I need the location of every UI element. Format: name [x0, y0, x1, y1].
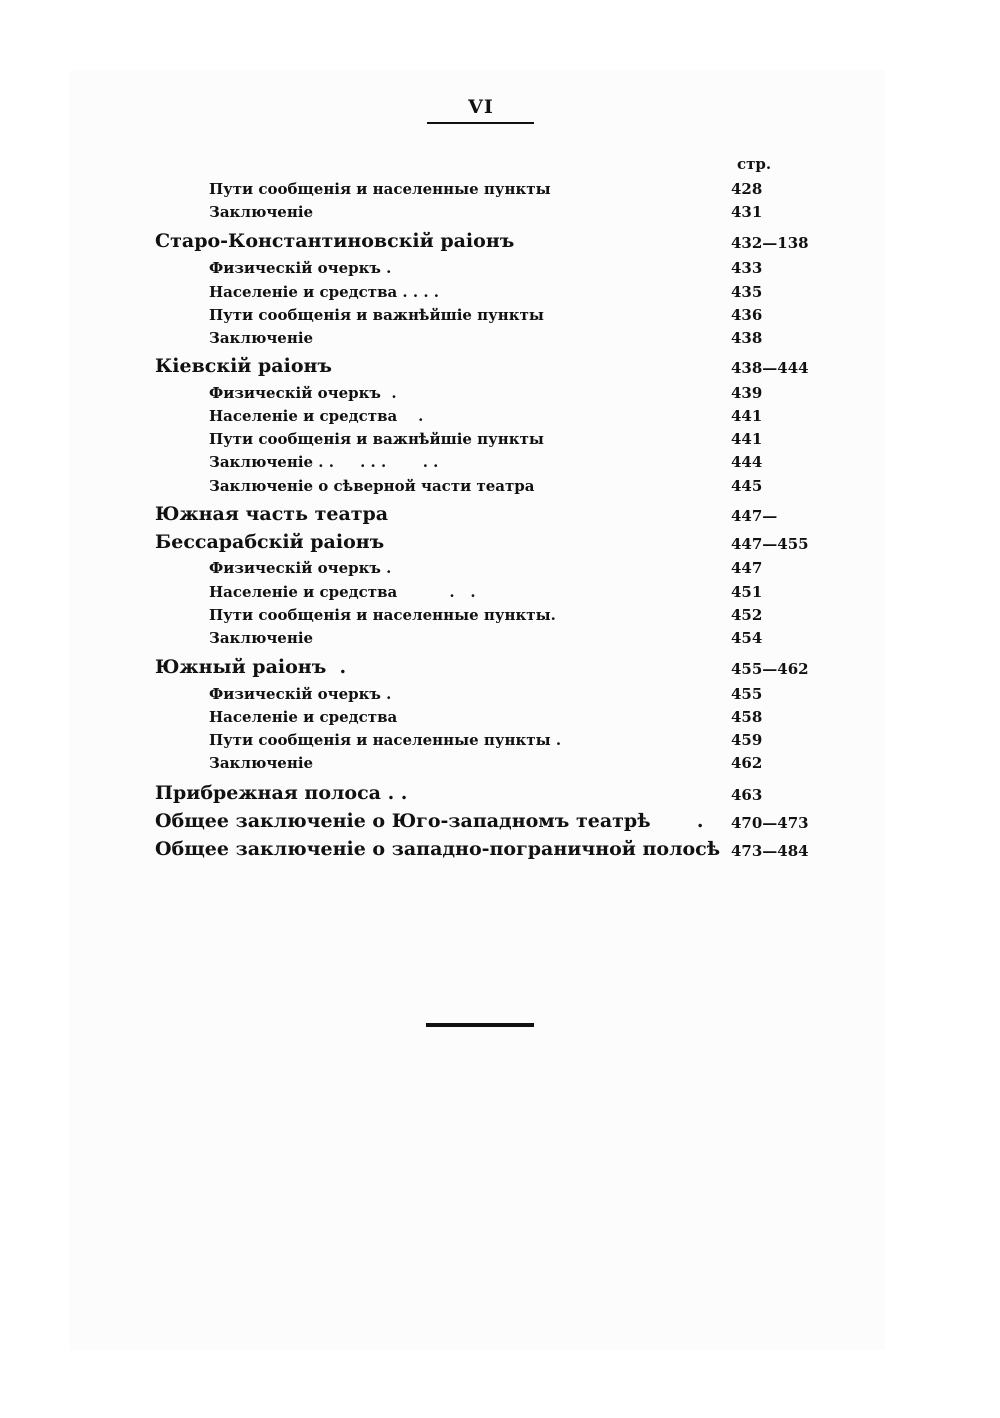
toc-entry-title: Пути сообщенія и населенные пункты	[209, 180, 551, 198]
toc-entry-pages: 444	[731, 453, 763, 471]
pages-column-header: стр.	[737, 155, 772, 173]
toc-section-title: Общее заключеніе о Юго-западномъ театрѣ .	[155, 810, 704, 832]
toc-section	[0, 838, 1000, 862]
toc-entry-title: Заключеніе	[209, 203, 314, 221]
toc-entry-pages: 433	[731, 259, 763, 277]
toc-section-pages: 447—	[731, 507, 778, 525]
toc-entry-pages: 441	[731, 430, 763, 448]
toc-entry	[0, 581, 1000, 605]
toc-entry-pages: 452	[731, 606, 763, 624]
toc-entry-pages: 428	[731, 180, 763, 198]
toc-entry	[0, 752, 1000, 776]
toc-entry	[0, 557, 1000, 581]
toc-entry-title: Пути сообщенія и населенные пункты .	[209, 731, 562, 749]
toc-section	[0, 230, 1000, 254]
toc-section-title: Бессарабскій раіонъ	[155, 531, 385, 553]
toc-entry-title: Заключеніе	[209, 329, 314, 347]
toc-section-pages: 473—484	[731, 842, 809, 860]
toc-entry-title: Населеніе и средства . .	[209, 583, 476, 601]
toc-section-title: Южная часть театра	[155, 503, 389, 525]
toc-entry	[0, 604, 1000, 628]
toc-entry	[0, 729, 1000, 753]
toc-section	[0, 782, 1000, 806]
toc-entry-pages: 462	[731, 754, 763, 772]
toc-section-pages: 447—455	[731, 535, 809, 553]
toc-entry	[0, 281, 1000, 305]
toc-section	[0, 355, 1000, 379]
toc-entry-title: Пути сообщенія и важнѣйшіе пункты	[209, 430, 544, 448]
toc-entry-title: Населеніе и средства	[209, 708, 398, 726]
toc-entry	[0, 627, 1000, 651]
toc-section-pages: 455—462	[731, 660, 809, 678]
toc-entry-pages: 431	[731, 203, 763, 221]
toc-entry-pages: 454	[731, 629, 763, 647]
toc-entry-pages: 447	[731, 559, 763, 577]
toc-entry-pages: 455	[731, 685, 763, 703]
toc-section-title: Южный раіонъ .	[155, 656, 347, 678]
toc-entry-title: Пути сообщенія и населенные пункты.	[209, 606, 556, 624]
toc-section-title: Прибрежная полоса . .	[155, 782, 408, 804]
toc-section	[0, 656, 1000, 680]
toc-entry-pages: 459	[731, 731, 763, 749]
toc-entry-pages: 439	[731, 384, 763, 402]
toc-entry-pages: 451	[731, 583, 763, 601]
toc-entry	[0, 304, 1000, 328]
toc-section	[0, 810, 1000, 834]
toc-entry-pages: 436	[731, 306, 763, 324]
toc-entry	[0, 327, 1000, 351]
toc-entry-pages: 441	[731, 407, 763, 425]
toc-entry-pages: 458	[731, 708, 763, 726]
toc-entry-title: Физическій очеркъ .	[209, 384, 397, 402]
toc-entry-pages: 445	[731, 477, 763, 495]
toc-section-title: Старо-Константиновскій раіонъ	[155, 230, 515, 252]
toc-entry-title: Пути сообщенія и важнѣйшіе пункты	[209, 306, 544, 324]
toc-entry	[0, 683, 1000, 707]
toc-entry-title: Населеніе и средства .	[209, 407, 424, 425]
toc-entry-title: Населеніе и средства . . . .	[209, 283, 439, 301]
toc-entry-title: Заключеніе . . . . . . .	[209, 453, 439, 471]
toc-entry	[0, 451, 1000, 475]
toc-entry-title: Заключеніе	[209, 629, 314, 647]
toc-entry	[0, 257, 1000, 281]
toc-section-pages: 432—138	[731, 234, 809, 252]
toc-entry	[0, 201, 1000, 225]
toc-entry-title: Физическій очеркъ .	[209, 685, 392, 703]
header-rule	[427, 122, 534, 124]
toc-section-pages: 438—444	[731, 359, 809, 377]
toc-entry-pages: 435	[731, 283, 763, 301]
toc-entry-title: Физическій очеркъ .	[209, 259, 392, 277]
toc-section	[0, 503, 1000, 527]
toc-entry-title: Заключеніе	[209, 754, 314, 772]
toc-entry	[0, 428, 1000, 452]
page-number: VI	[468, 96, 494, 118]
toc-entry-title: Физическій очеркъ .	[209, 559, 392, 577]
toc-section-pages: 470—473	[731, 814, 809, 832]
toc-entry	[0, 178, 1000, 202]
toc-entry-title: Заключеніе о сѣверной части театра	[209, 477, 535, 495]
toc-entry-pages: 438	[731, 329, 763, 347]
toc-entry	[0, 706, 1000, 730]
toc-section-title: Кіевскій раіонъ	[155, 355, 332, 377]
toc-entry	[0, 475, 1000, 499]
footer-rule	[426, 1023, 534, 1027]
toc-entry	[0, 382, 1000, 406]
toc-section-pages: 463	[731, 786, 763, 804]
toc-section-title: Общее заключеніе о западно-пограничной полосѣ	[155, 838, 721, 860]
toc-entry	[0, 405, 1000, 429]
toc-section	[0, 531, 1000, 555]
